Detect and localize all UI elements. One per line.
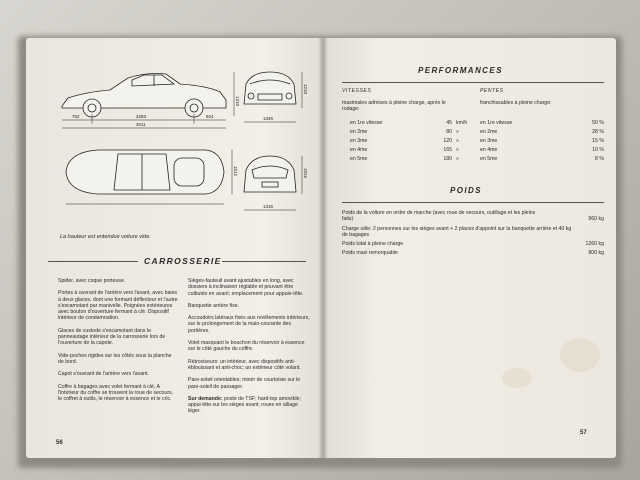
heading-rule bbox=[342, 202, 604, 203]
gear-label: en 2me bbox=[480, 129, 498, 135]
dim-width-top: 1512 bbox=[233, 166, 238, 177]
paragraph: Banquette arrière fixe. bbox=[188, 302, 240, 309]
paragraph: Vide-poches rigides sur les côtés sous la planche de bord. bbox=[58, 352, 172, 365]
section-title-carrosserie: CARROSSERIE bbox=[144, 256, 222, 266]
car-technical-drawings bbox=[58, 44, 308, 232]
poids-row-label: Poids total à pleine charge bbox=[342, 241, 404, 247]
sur-demande-label: Sur demande: bbox=[188, 395, 223, 402]
gear-label: en 4me bbox=[350, 147, 368, 153]
gear-label: en 1re vitesse bbox=[350, 120, 383, 126]
dim-rear-height: 1016 bbox=[303, 168, 308, 179]
poids-row-label: Poids de la voiture en ordre de marche (avec roue de secours, outillage et les pleins faits) bbox=[342, 210, 536, 223]
gear-label: en 4me bbox=[480, 147, 498, 153]
pentes-intro: franchissables à pleine charge: bbox=[480, 100, 552, 106]
gradient-value: 10 % bbox=[592, 147, 604, 153]
speed-value: 180 bbox=[443, 156, 452, 162]
carrosserie-column-2 bbox=[188, 278, 310, 421]
poids-row-value: 960 kg bbox=[588, 216, 604, 222]
gear-label: en 5me bbox=[480, 156, 498, 162]
speed-unit: km/h bbox=[456, 120, 468, 126]
car-top-view bbox=[66, 150, 232, 204]
paper-stain bbox=[502, 368, 532, 388]
heading-rule-left bbox=[48, 261, 138, 262]
pentes-label: PENTES bbox=[480, 88, 504, 94]
poids-row-label: Poids maxi remorquable bbox=[342, 250, 398, 256]
paragraph-optional-extras bbox=[188, 396, 310, 415]
car-side-view bbox=[62, 72, 234, 128]
gradient-value: 28 % bbox=[592, 129, 604, 135]
paper-stain bbox=[560, 338, 600, 372]
poids-row-value: 1260 kg bbox=[585, 241, 604, 247]
gear-label: en 1re vitesse bbox=[480, 120, 513, 126]
poids-row-value: 800 kg bbox=[588, 250, 604, 256]
carrosserie-column-1 bbox=[58, 278, 178, 408]
paragraph: Rétroviseurs: un intérieur, avec dispositifs anti-éblouissant et anti-choc; un extérieur côté volant. bbox=[188, 358, 301, 371]
vitesses-intro: maximales admises à pleine charge, après le rodage: bbox=[342, 100, 446, 113]
heading-rule bbox=[342, 82, 604, 83]
paragraph: Spider, avec coque porteuse. bbox=[58, 278, 126, 284]
heading-rule-right bbox=[222, 261, 306, 262]
speed-value: 80 bbox=[446, 129, 452, 135]
page-number-left: 56 bbox=[56, 440, 63, 446]
paragraph: Pare-soleil orientables; miroir de courtoisie sur le pare-soleil de passager. bbox=[188, 377, 301, 390]
gear-label: en 2me bbox=[350, 129, 368, 135]
dim-length: 3011 bbox=[136, 122, 146, 127]
dim-wheelbase: 2283 bbox=[136, 114, 147, 119]
speed-value: 120 bbox=[443, 138, 452, 144]
paragraph: Portes à ouvrant de l'arrière vers l'avant, avec baies à deux glaces, dont une formant déflecteur et l'autre s'escamotant par manivelle. Poignées extérieures avec bouton d'ouverture fermant à clé. Dispositif intérieur de condamnation. bbox=[58, 290, 178, 322]
car-front-view bbox=[244, 72, 302, 122]
left-page bbox=[26, 38, 324, 458]
dim-rear-width: 1316 bbox=[263, 204, 274, 209]
paragraph: Glaces de custode s'escamotant dans le panneautage intérieur de la carrosserie lors de l'ouverture de la capote. bbox=[58, 327, 166, 347]
right-page bbox=[322, 38, 616, 458]
dim-front-height: 1210 bbox=[303, 84, 308, 95]
gear-label: en 5me bbox=[350, 156, 368, 162]
paragraph: Sièges-fauteuil avant ajustables en long, avec dossiers à inclinaison réglable et pouvant être culbutés en avant; emplacement pour appuie-tête. bbox=[188, 278, 304, 297]
sur-demande-text: poste de TSF; hard-top amovible; appui-tête sur les sièges avant; roues en alliage léger. bbox=[188, 395, 301, 415]
gear-label: en 3me bbox=[480, 138, 498, 144]
dim-front-width: 1346 bbox=[263, 116, 274, 121]
gear-label: en 3me bbox=[350, 138, 368, 144]
book-gutter bbox=[318, 38, 328, 458]
page-number-right: 57 bbox=[580, 430, 587, 436]
speed-unit: » bbox=[456, 147, 459, 153]
dim-rear-overhang: 924 bbox=[206, 114, 214, 119]
section-title-poids: POIDS bbox=[450, 186, 482, 195]
speed-unit: » bbox=[456, 138, 459, 144]
dim-height-side: 1210 bbox=[235, 96, 240, 107]
speed-unit: » bbox=[456, 156, 459, 162]
speed-value: 45 bbox=[446, 120, 452, 126]
poids-row-label: Charge utile: 2 personnes sur les sièges avant + 2 places d'appoint sur la banquette arrière et 40 kg de bagages bbox=[342, 226, 572, 239]
section-title-performances: PERFORMANCES bbox=[418, 66, 503, 75]
paragraph: Accoudoirs latéraux fixés aux revêtements intérieurs, sur le prolongement de la main-courante des portières. bbox=[188, 315, 310, 334]
paragraph: Capot s'ouvrant de l'arrière vers l'avant. bbox=[58, 371, 149, 378]
gradient-value: 8 % bbox=[595, 156, 604, 162]
speed-unit: » bbox=[456, 129, 459, 135]
gradient-value: 50 % bbox=[592, 120, 604, 126]
drawing-caption: La hauteur est entendue voiture vide. bbox=[60, 234, 151, 240]
car-rear-view bbox=[244, 156, 302, 210]
gradient-value: 15 % bbox=[592, 138, 604, 144]
paragraph: Coffre à bagages avec volet fermant à clé. A l'intérieur du coffre se trouvent la roue de secours, le coffret à outils, le réservoir à essence et le cric. bbox=[58, 383, 174, 403]
vitesses-label: VITESSES bbox=[342, 88, 372, 94]
paragraph: Volet masquant le bouchon du réservoir à essence sur le côté gauche du coffre. bbox=[188, 340, 305, 353]
speed-value: 165 bbox=[443, 147, 452, 153]
dim-front-overhang: 752 bbox=[72, 114, 80, 119]
